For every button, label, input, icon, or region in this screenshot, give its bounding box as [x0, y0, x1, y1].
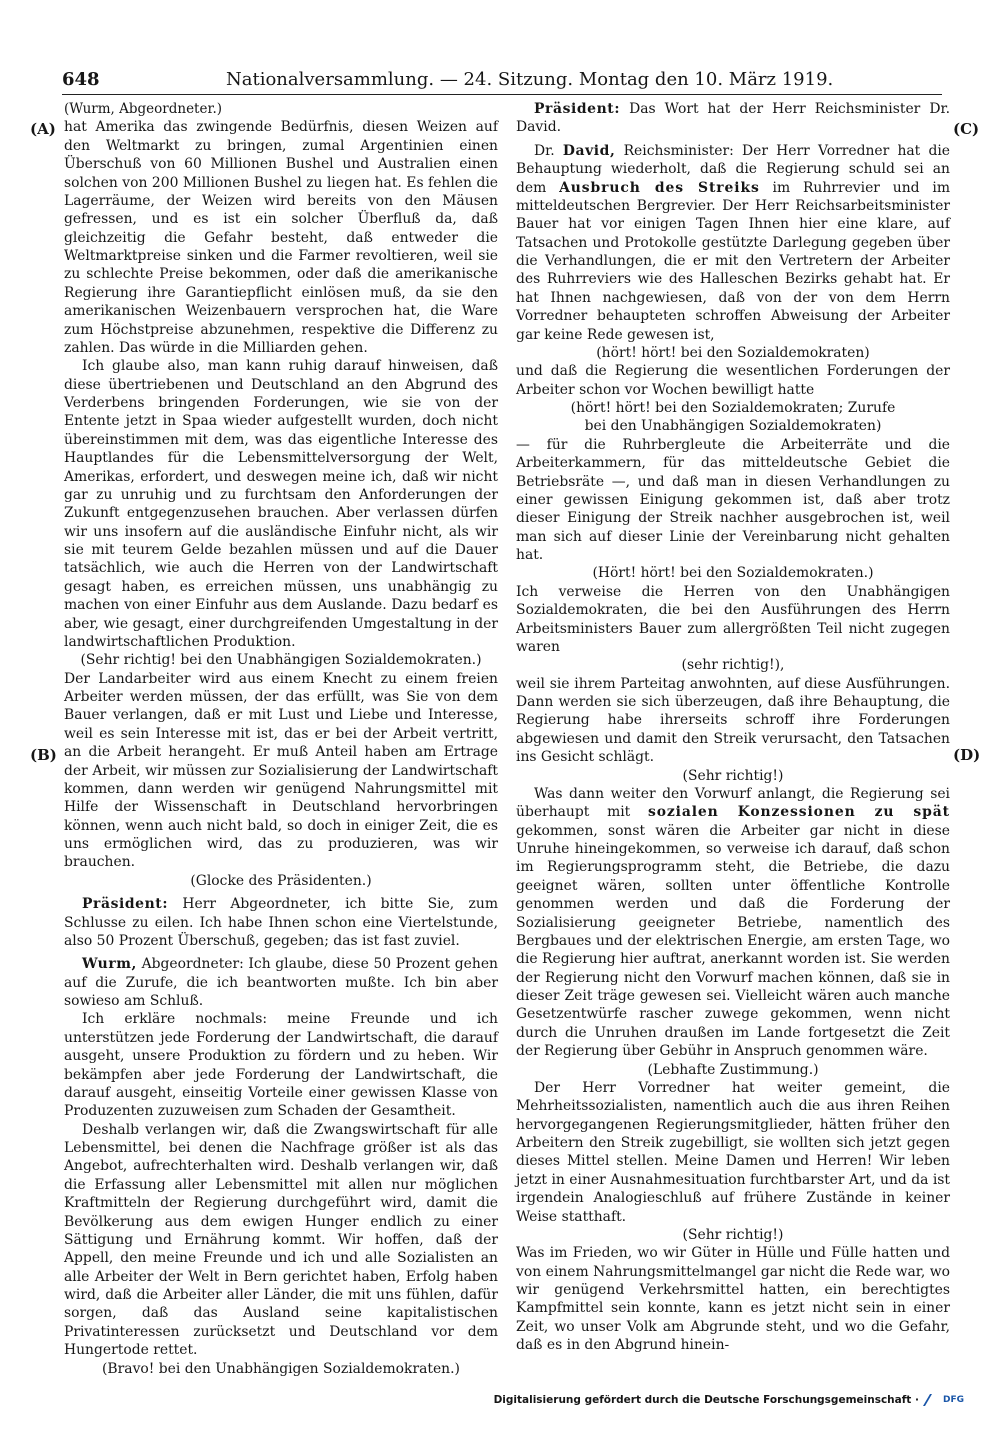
speaker-name: Wurm,	[82, 956, 137, 973]
left-column	[64, 100, 498, 1378]
right-column	[516, 100, 950, 1355]
paragraph: weil sie ihrem Parteitag anwohnten, auf diese Ausführungen. Dann werden sie sich überzeugen, daß ihre Behauptung, die Regierung habe ihrerseits schroff ihre Forderungen abgewiesen und damit den Streik verursacht, den Tatsachen ins Gesicht schlägt.	[516, 675, 950, 766]
margin-label-c: (C)	[953, 120, 980, 138]
paragraph: und daß die Regierung die wesentlichen Forderungen der Arbeiter schon vor Wochen bewilligt hatte	[516, 363, 950, 398]
paragraph: Der Landarbeiter wird aus einem Knecht zu einem freien Arbeiter werden müssen, der das erfüllt, was Sie von dem Bauer verlangen, daß er mit Lust und Liebe und Interesse, weil es sein Interesse mit ist, das er bei der Arbeit vertritt, an die Arbeit herangeht. Er muß Anteil haben am Ertrage der Arbeit, wir müssen zur Sozialisierung der Landwirtschaft kommen, dann werden wir genügend Nahrungsmittel mit Hilfe der Wissenschaft in Deutschland hervorbringen können, wenn auch nicht bald, so doch in einiger Zeit, die es uns ermöglichen wird, das zu produzieren, was wir brauchen.	[64, 670, 498, 871]
president-speech	[64, 895, 498, 950]
paragraph: hat Amerika das zwingende Bedürfnis, diesen Weizen auf den Weltmarkt zu bringen, zumal Argentinien einen Überschuß von 60 Millionen Bushel und Australien einen solchen von 200 Millionen Bushel zu liegen hat. Es fehlen die Lagerräume, der Weizen wird bereits von den Mäusen gefressen, und es ist ein solcher Überfluß da, daß gleichzeitig die Gefahr besteht, daß entweder die Weltmarktpreise sinken und die Farmer revoltieren, weil sie zu schlechte Preise bekommen, oder daß die amerikanische Regierung ihre Garantiepflicht einlösen muß, da sie den amerikanischen Weizenbauern versprochen hat, die Ware zum Höchstpreise abzunehmen, respektive die Differenz zu zahlen. Das würde in die Milliarden gehen.	[64, 119, 498, 356]
emphasis: Ausbruch des Streiks	[559, 179, 760, 196]
interjection: (hört! hört! bei den Sozialdemokraten; Zurufe	[570, 400, 896, 416]
speaker-note: (Wurm, Abgeordneter.)	[64, 101, 222, 117]
dfg-logo-icon	[923, 1394, 939, 1406]
page-header	[62, 66, 942, 95]
margin-label-b: (B)	[30, 746, 57, 764]
paragraph: Ich glaube also, man kann ruhig darauf hinweisen, daß diese übertriebenen und Deutschland an den Abgrund des Verderbens bringenden Forderungen, wie sie von der Entente jetzt in Spaa wieder aufgestellt wurden, doch nicht übereinstimmen mit dem, was das eigentliche Interesse des Hauptlandes für die Lebensmittelversorgung der Welt, Amerikas, erfordert, und deswegen meine ich, daß wir nicht gar zu unruhig und zu furchtsam den Anforderungen der Zukunft entgegenzusehen brauchen. Aber verlassen dürfen wir uns insofern auf die ausländische Einfuhr nicht, als wir sie mit teurem Gelde bezahlen müssen und auf die Dauer tatsächlich, wie auch die Herren von der Landwirtschaft gesagt haben, es erreichen müssen, uns unabhängig zu machen von einer Einfuhr aus dem Auslande. Dazu bedarf es aber, wie gesagt, einer durchgreifenden Umgestaltung in der landwirtschaftlichen Produktion.	[64, 358, 498, 650]
text-run: gekommen, sonst wären die Arbeiter gar nicht in diese Unruhe hineingekommen, so verweise ich darauf, daß schon im Regierungsprogramm steht, die Betriebe, die dazu geeignet wären, sollten unter öffentliche Kontrolle genommen werden und daß die Forderung der Sozialisierung geeigneter Betriebe, namentlich des Bergbaues und der elektrischen Energie, am ersten Tage, wo die Regierung hier auftrat, anerkannt worden ist. Sie werden der Regierung nicht den Vorwurf machen können, daß sie in dieser Zeit träge gewesen sei. Vielleicht wären auch manche Gesetzentwürfe rascher zuwege gekommen, wenn nicht durch die Unruhen draußen im Lande fortgesetzt die Zeit der Regierung über Gebühr in Anspruch genommen wäre.	[516, 822, 950, 1060]
interjection: (hört! hört! bei den Sozialdemokraten)	[596, 344, 870, 361]
interjection: (sehr richtig!),	[681, 657, 785, 674]
paragraph	[516, 785, 950, 1061]
interjection: (Bravo! bei den Unabhängigen Sozialdemokraten.)	[102, 1360, 460, 1377]
interjection: (Sehr richtig!)	[682, 1226, 784, 1243]
speaker-name: Präsident:	[534, 101, 621, 117]
interjection: (Sehr richtig! bei den Unabhängigen Sozialdemokraten.)	[80, 652, 482, 669]
speech-text: im Ruhrrevier und im mitteldeutschen Bergrevier. Der Herr Reichsarbeitsminister Bauer hat vor einigen Tagen Ihnen hier eine klare, auf Tatsachen und Protokolle gestützte Darlegung gegeben über die Verhandlungen, die er mit den Vertretern der Arbeiter des Ruhrreviers wie des Halleschen Bezirks gehabt hat. Er hat Ihnen nachgewiesen, daß von der von dem Herrn Vorredner behaupteten schroffen Abweisung der Arbeiter gar keine Rede gewesen ist,	[516, 179, 950, 343]
speaker-name: David,	[562, 142, 616, 159]
interjection: bei den Unabhängigen Sozialdemokraten)	[584, 418, 882, 435]
interjection: (Lebhafte Zustimmung.)	[647, 1061, 819, 1078]
running-title: Nationalversammlung. — 24. Sitzung. Montag den 10. März 1919.	[226, 69, 834, 90]
footer-text: Digitalisierung gefördert durch die Deutsche Forschungsgemeinschaft ·	[493, 1394, 919, 1406]
david-speech	[516, 142, 950, 344]
paragraph: Was im Frieden, wo wir Güter in Hülle und Fülle hatten und von einem Nahrungsmittelmangel gar nicht die Rede war, wo wir genügend Verkehrsmittel hatten, ein berechtigtes Kampfmittel sein konnte, kann es jetzt nicht sein in einer Zeit, wo unser Volk am Abgrunde steht, und wo die Gefahr, daß es in den Abgrund hinein-	[516, 1245, 950, 1354]
paragraph: Ich erkläre nochmals: meine Freunde und ich unterstützen jede Forderung der Landwirtschaft, die darauf ausgeht, unsere Produktion zu fördern und zu heben. Wir bekämpfen aber jede Forderung der Landwirtschaft, die darauf ausgeht, einseitig Vorteile einer gewissen Klasse von Produzenten zuzuweisen zum Schaden der Gesamtheit.	[64, 1011, 498, 1120]
margin-label-a: (A)	[30, 120, 56, 138]
speech-text: Reichsminister: Der Herr Vorredner hat die Behauptung wiederholt, daß die Regierung schuld sei an dem	[516, 142, 951, 196]
margin-label-d: (D)	[953, 746, 981, 764]
paragraph: — für die Ruhrbergleute die Arbeiterräte und die Arbeiterkammern, für das mitteldeutsche Gebiet die Betriebsräte —, und daß man in diesen Verhandlungen zu einer gewissen Einigung gekommen ist, daß aber trotz dieser Einigung der Streik nachher ausgebrochen ist, weil man sich auf dieser Linie der Vereinbarung nicht gehalten hat.	[516, 436, 950, 563]
president-speech	[516, 100, 950, 137]
emphasis: sozialen Konzessionen zu spät	[647, 804, 950, 821]
digitization-footer	[494, 1392, 964, 1408]
wurm-speech	[64, 955, 498, 1010]
text-run: Was dann weiter den Vorwurf anlangt, die Regierung sei überhaupt mit	[516, 785, 950, 821]
paragraph: Der Herr Vorredner hat weiter gemeint, die Mehrheitssozialisten, namentlich auch die aus ihren Reihen hervorgegangenen Regierungsmitglieder, hätten früher den Arbeitern den Streik zugebilligt, sie wollten sich jetzt gegen dieses Mittel stellen. Meine Damen und Herren! Wir leben jetzt in einer Ausnahmesituation furchtbarster Art, und da ist irgendein Analogieschluß auf frühere Zustände in keiner Weise statthaft.	[516, 1079, 950, 1225]
interjection: (Hört! hört! bei den Sozialdemokraten.)	[592, 565, 874, 582]
paragraph: Ich verweise die Herren von den Unabhängigen Sozialdemokraten, die bei den Ausführungen des Herrn Arbeitsministers Bauer zum allergrößten Teil nicht zugegen waren	[516, 583, 950, 655]
speech-text: Das Wort hat der Herr Reichsminister Dr. David.	[516, 101, 950, 136]
dfg-logo-text: DFG	[942, 1395, 964, 1405]
speaker-name: Präsident:	[82, 896, 169, 913]
speaker-title: Dr.	[534, 142, 555, 159]
page-number: 648	[62, 69, 100, 90]
speech-text: Abgeordneter: Ich glaube, diese 50 Prozent gehen auf die Zurufe, die ich beantworten mußte. Ich bin aber sowieso am Schluß.	[64, 956, 498, 1009]
speech-text: Herr Abgeordneter, ich bitte Sie, zum Schlusse zu eilen. Ich habe Ihnen schon eine Viertelstunde, also 50 Prozent Überschuß, gegeben; das ist fast zuviel.	[64, 896, 498, 949]
interjection: (Sehr richtig!)	[682, 767, 784, 784]
interjection: (Glocke des Präsidenten.)	[190, 872, 372, 889]
paragraph: Deshalb verlangen wir, daß die Zwangswirtschaft für alle Lebensmittel, bei denen die Nachfrage größer ist als das Angebot, aufrechterhalten wird. Deshalb verlangen wir, daß die Erfassung aller Lebensmittel mit allen nur möglichen Kraftmitteln der Regierung durchgeführt wird, damit die Bevölkerung aus dem ewigen Hunger endlich zu einer Sättigung und Ernährung kommt. Wir hoffen, daß der Appell, den meine Freunde und ich und alle Sozialisten an alle Arbeiter der Welt in Bern gerichtet haben, Erfolg haben wird, daß die Arbeiter aller Länder, die mit uns fühlen, dafür sorgen, daß das Ausland seine kapitalistischen Privatinteressen zurücksetzt und Deutschland vor dem Hungertode rettet.	[64, 1121, 498, 1359]
